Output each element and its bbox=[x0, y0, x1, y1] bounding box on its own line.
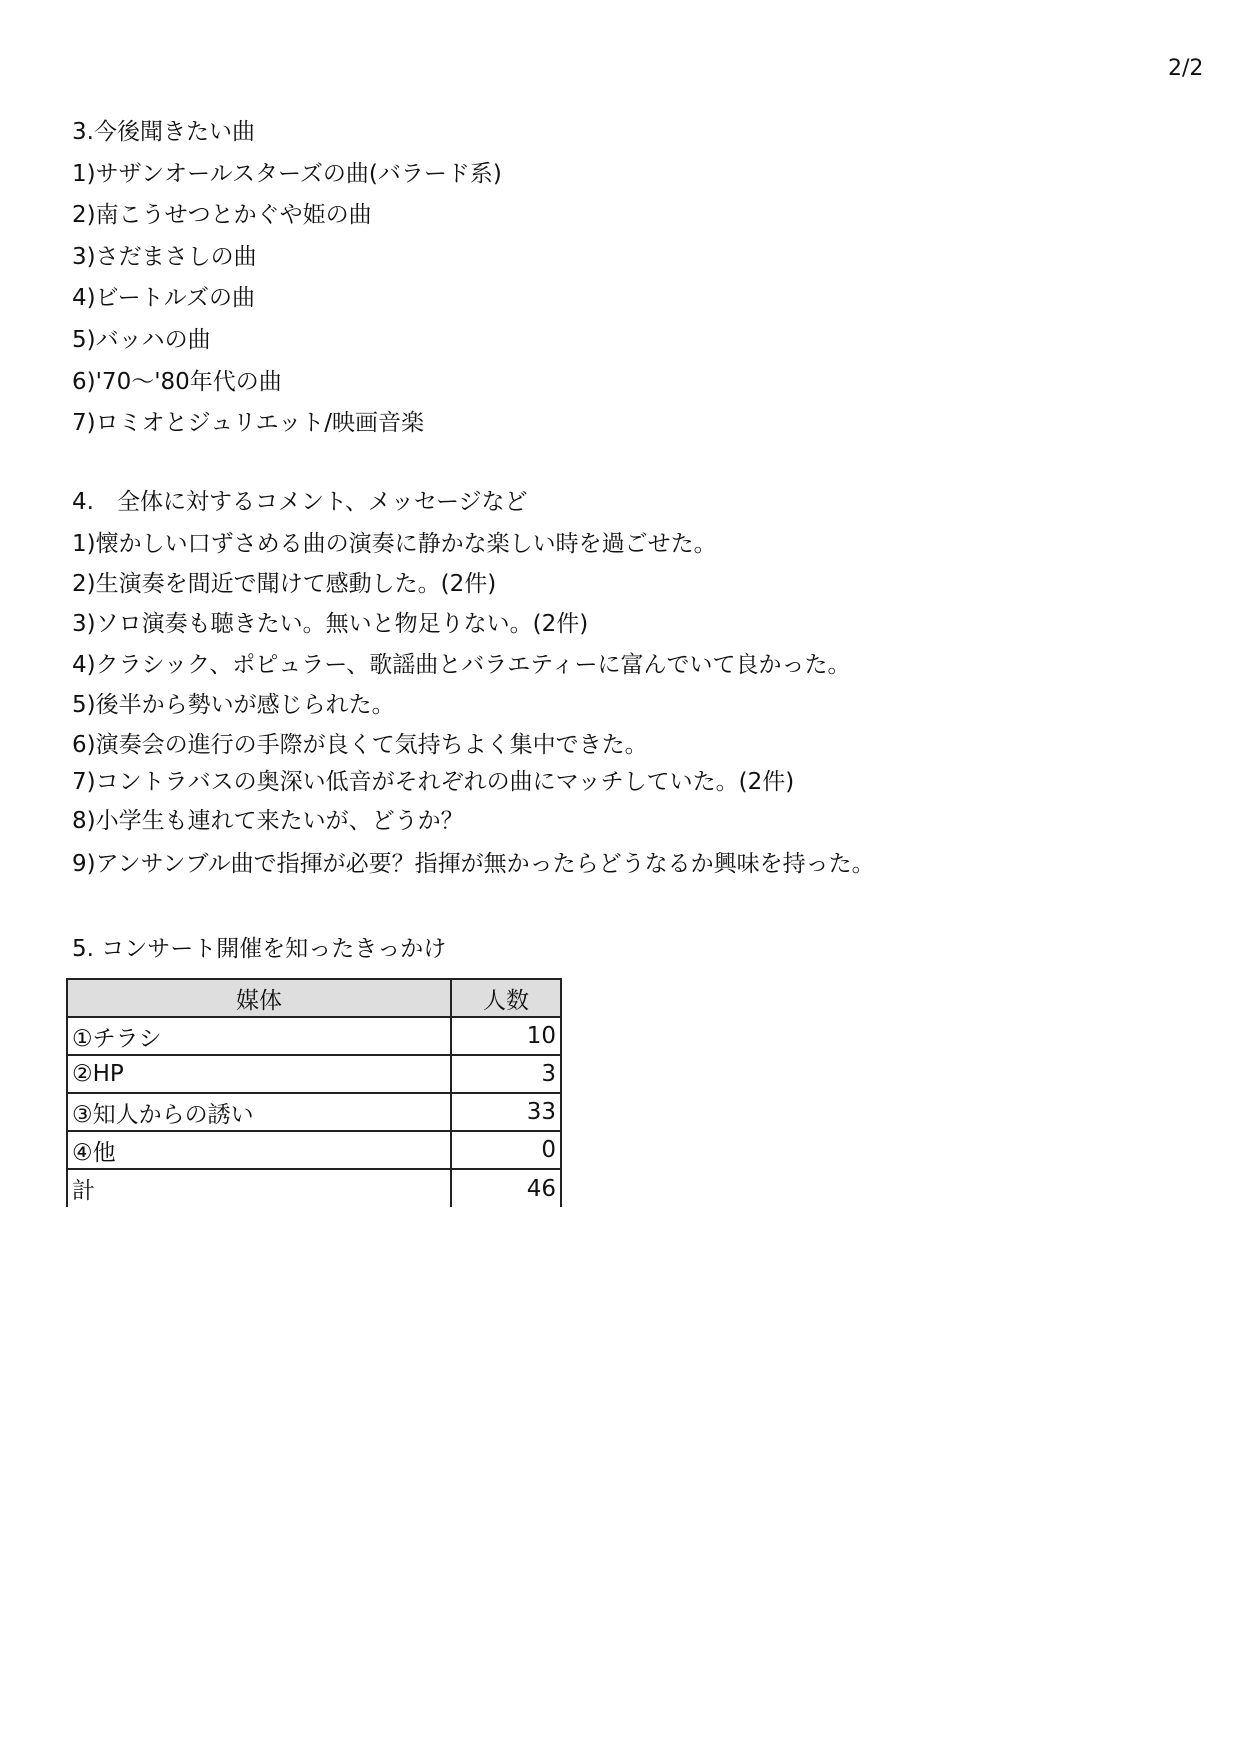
media-cell: ①チラシ bbox=[67, 1017, 451, 1055]
media-cell: ④他 bbox=[67, 1131, 451, 1169]
section3-item: 1)サザンオールスターズの曲(バラード系) bbox=[72, 161, 502, 187]
section5-title: 5. コンサート開催を知ったきっかけ bbox=[72, 936, 447, 962]
total-label-cell: 計 bbox=[67, 1169, 451, 1207]
section3-item: 3)さだまさしの曲 bbox=[72, 244, 257, 270]
table-total-row bbox=[67, 1169, 561, 1207]
count-cell: 0 bbox=[451, 1131, 561, 1169]
column-header-media: 媒体 bbox=[67, 979, 451, 1017]
table-row bbox=[67, 1093, 561, 1131]
table-header-row bbox=[67, 979, 561, 1017]
table-row bbox=[67, 1055, 561, 1093]
media-cell: ②HP bbox=[67, 1055, 451, 1093]
section4-item: 7)コントラバスの奥深い低音がそれぞれの曲にマッチしていた。(2件) bbox=[72, 769, 795, 795]
total-count-cell: 46 bbox=[451, 1169, 561, 1207]
section4-item: 3)ソロ演奏も聴きたい。無いと物足りない。(2件) bbox=[72, 611, 589, 637]
section3-item: 6)'70～'80年代の曲 bbox=[72, 369, 282, 395]
count-cell: 33 bbox=[451, 1093, 561, 1131]
section4-item: 4)クラシック、ポピュラー、歌謡曲とバラエティーに富んでいて良かった。 bbox=[72, 652, 851, 678]
media-cell: ③知人からの誘い bbox=[67, 1093, 451, 1131]
media-table bbox=[66, 978, 562, 1207]
count-cell: 3 bbox=[451, 1055, 561, 1093]
table-row bbox=[67, 1017, 561, 1055]
section3-item: 2)南こうせつとかぐや姫の曲 bbox=[72, 202, 372, 228]
section3-title: 3.今後聞きたい曲 bbox=[72, 119, 255, 145]
section3-item: 7)ロミオとジュリエット/映画音楽 bbox=[72, 410, 424, 436]
count-cell: 10 bbox=[451, 1017, 561, 1055]
section3-item: 5)バッハの曲 bbox=[72, 327, 211, 353]
column-header-count: 人数 bbox=[451, 979, 561, 1017]
section4-item: 8)小学生も連れて来たいが、どうか？ bbox=[72, 808, 464, 834]
section4-item: 6)演奏会の進行の手際が良くて気持ちよく集中できた。 bbox=[72, 732, 648, 758]
section4-item: 9)アンサンブル曲で指揮が必要？指揮が無かったらどうなるか興味を持った。 bbox=[72, 851, 875, 877]
table-row bbox=[67, 1131, 561, 1169]
section4-item: 1)懐かしい口ずさめる曲の演奏に静かな楽しい時を過ごせた。 bbox=[72, 531, 717, 557]
section4-item: 5)後半から勢いが感じられた。 bbox=[72, 692, 395, 718]
section4-title: 4. 全体に対するコメント、メッセージなど bbox=[72, 489, 528, 515]
section3-item: 4)ビートルズの曲 bbox=[72, 285, 255, 311]
page-number: 2/2 bbox=[1168, 56, 1204, 81]
section4-item: 2)生演奏を間近で聞けて感動した。(2件) bbox=[72, 571, 497, 597]
